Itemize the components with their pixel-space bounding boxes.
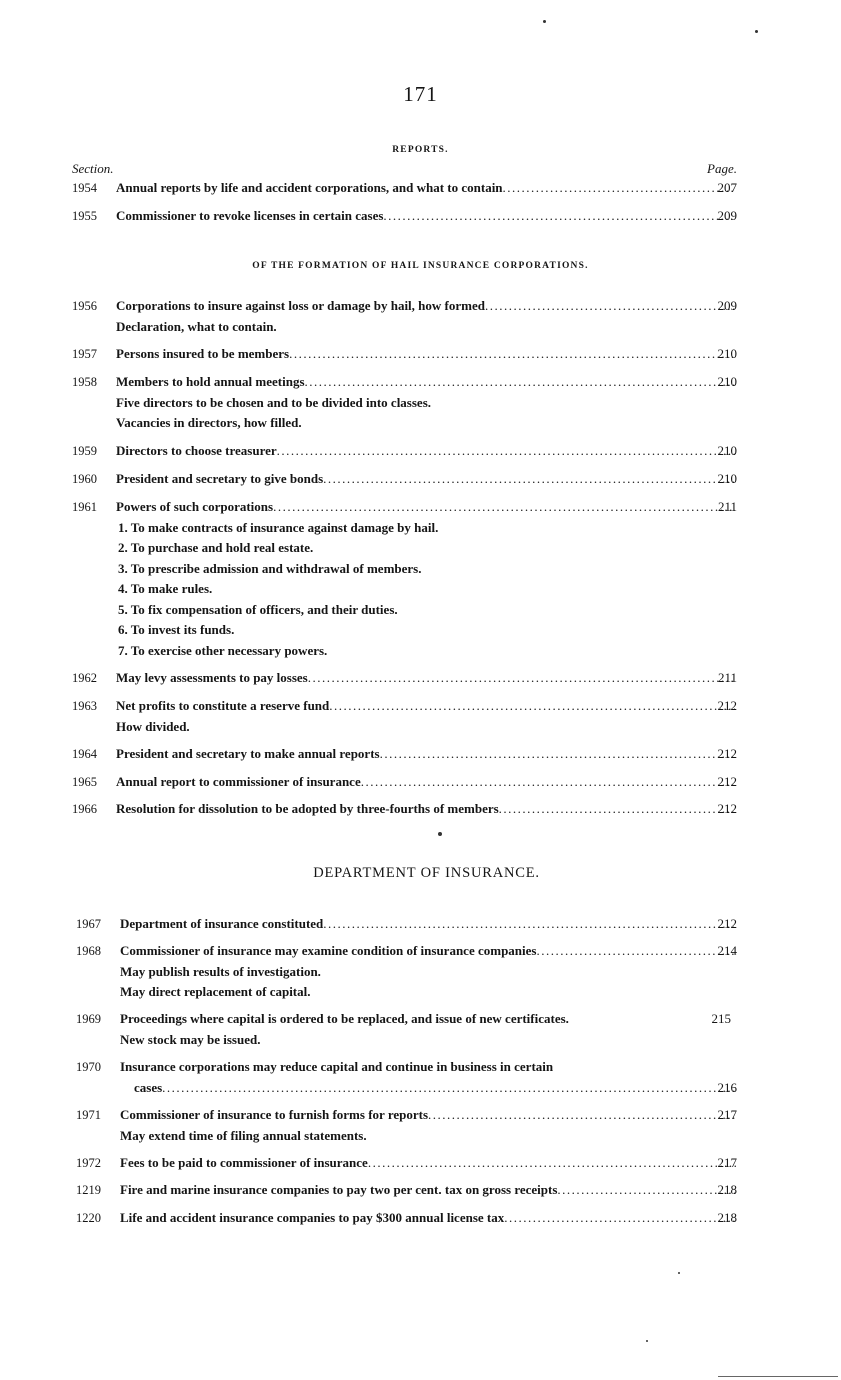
scan-speck: [755, 30, 758, 33]
toc-entry: [0, 296, 841, 337]
page-ref: 210: [717, 443, 737, 458]
section-number: 1970: [76, 1060, 101, 1074]
scan-speck: [678, 1272, 680, 1274]
section-number: 1219: [76, 1183, 101, 1197]
sub-entry: How divided.: [116, 718, 190, 734]
section-number: 1962: [72, 671, 97, 685]
toc-entry: [0, 1180, 841, 1201]
entry-text: Annual reports by life and accident corporations, and what to contain: [116, 180, 503, 195]
entry-text: Insurance corporations may reduce capital and continue in business in certain: [120, 1059, 554, 1074]
page-ref: 212: [717, 698, 737, 713]
section-number: 1958: [72, 375, 97, 389]
toc-entry: [0, 372, 841, 434]
entry-text: Fire and marine insurance companies to pay two per cent. tax on gross receipts: [120, 1182, 558, 1197]
section-number: 1956: [72, 299, 97, 313]
toc-entry: [0, 696, 841, 737]
section-number: 1964: [72, 747, 97, 761]
entry-text: Directors to choose treasurer: [116, 443, 277, 458]
page-ref: 215: [711, 1011, 731, 1026]
section-number: 1963: [72, 699, 97, 713]
page-ref: 210: [717, 471, 737, 486]
entry-text: Members to hold annual meetings: [116, 374, 305, 389]
toc-entry: [0, 1105, 841, 1146]
toc-entry: [0, 206, 841, 227]
page-ref: 218: [717, 1210, 737, 1225]
sub-entry: Declaration, what to contain.: [116, 318, 277, 334]
scan-speck: [646, 1340, 648, 1342]
toc-entry: [0, 799, 841, 820]
section-number: 1965: [72, 775, 97, 789]
power-item: 5. To fix compensation of officers, and their duties.: [118, 601, 398, 617]
section-heading-hail: OF THE FORMATION OF HAIL INSURANCE CORPORATIONS.: [252, 261, 589, 271]
section-number: 1961: [72, 500, 97, 514]
page-ref: 212: [717, 774, 737, 789]
toc-entry: [0, 178, 841, 199]
entry-text: Corporations to insure against loss or damage by hail, how formed: [116, 298, 485, 313]
section-number: 1972: [76, 1156, 101, 1170]
toc-entry: [0, 941, 841, 1003]
sub-entry: Vacancies in directors, how filled.: [116, 415, 302, 430]
column-header-section: Section.: [72, 161, 114, 176]
entry-text: Commissioner to revoke licenses in certain cases: [116, 208, 384, 223]
section-number: 1954: [72, 181, 97, 195]
entry-text: Annual report to commissioner of insurance: [116, 774, 361, 789]
page-ref: 209: [717, 298, 737, 313]
section-number: 1968: [76, 944, 101, 958]
sub-entry: May direct replacement of capital.: [120, 984, 311, 999]
toc-entry: [0, 914, 841, 935]
column-header-page: Page.: [707, 161, 737, 176]
toc-entry: [0, 441, 841, 462]
entry-text: Proceedings where capital is ordered to be replaced, and issue of new certificates.: [120, 1011, 569, 1026]
power-item: 4. To make rules.: [118, 581, 213, 596]
entry-text: Powers of such corporations: [116, 499, 274, 514]
toc-entry: [0, 744, 841, 765]
toc-entry: [0, 1208, 841, 1229]
toc-entry: [0, 668, 841, 689]
page-ref: 211: [717, 499, 737, 514]
page-ref: 211: [717, 670, 737, 685]
scan-speck: [543, 20, 546, 23]
page-ref: 217: [717, 1155, 737, 1170]
sub-entry: Five directors to be chosen and to be divided into classes.: [116, 394, 432, 410]
entry-text: President and secretary to give bonds: [116, 471, 324, 486]
scan-speck: [438, 832, 442, 836]
power-item: 6. To invest its funds.: [118, 622, 235, 637]
section-number: 1966: [72, 802, 97, 816]
entry-text: Department of insurance constituted: [120, 916, 324, 931]
page-ref: 209: [717, 208, 737, 223]
toc-entry: [0, 1153, 841, 1174]
entry-text: President and secretary to make annual reports: [116, 746, 380, 761]
toc-entry: [0, 344, 841, 365]
toc-entry: [0, 1009, 841, 1050]
toc-entry: [0, 1057, 841, 1098]
sub-entry: May extend time of filing annual statements.: [120, 1127, 367, 1143]
page-ref: 210: [717, 374, 737, 389]
toc-entry: [0, 772, 841, 793]
entry-text: Persons insured to be members: [116, 346, 290, 361]
entry-text: Commissioner of insurance to furnish forms for reports: [120, 1107, 429, 1122]
sub-entry: New stock may be issued.: [120, 1031, 261, 1047]
page-ref: 214: [717, 943, 737, 958]
page-ref: 207: [717, 180, 737, 195]
entry-text: Net profits to constitute a reserve fund: [116, 698, 330, 713]
section-number: 1969: [76, 1012, 101, 1026]
section-number: 1220: [76, 1211, 101, 1225]
section-number: 1971: [76, 1108, 101, 1122]
toc-entry: [0, 497, 841, 661]
page-ref: 212: [717, 746, 737, 761]
section-number: 1959: [72, 444, 97, 458]
section-number: 1960: [72, 472, 97, 486]
page-ref: 210: [717, 346, 737, 361]
section-heading-department: DEPARTMENT OF INSURANCE.: [313, 865, 540, 881]
page-ref: 212: [717, 916, 737, 931]
power-item: 1. To make contracts of insurance against damage by hail.: [118, 519, 439, 535]
section-heading-reports: REPORTS.: [392, 145, 449, 155]
section-number: 1967: [76, 917, 101, 931]
page-number: 171: [403, 82, 438, 106]
entry-continuation: cases: [134, 1079, 163, 1095]
entry-text: May levy assessments to pay losses: [116, 670, 308, 685]
section-number: 1955: [72, 209, 97, 223]
scan-edge-line: [718, 1376, 838, 1377]
page-ref: 217: [717, 1107, 737, 1122]
entry-text: Life and accident insurance companies to pay $300 annual license tax: [120, 1210, 505, 1225]
power-item: 7. To exercise other necessary powers.: [118, 642, 328, 658]
entry-text: Commissioner of insurance may examine condition of insurance companies: [120, 943, 537, 958]
power-item: 3. To prescribe admission and withdrawal of members.: [118, 560, 422, 576]
page-ref: 212: [717, 801, 737, 816]
sub-entry: May publish results of investigation.: [120, 963, 321, 979]
toc-entry: [0, 469, 841, 490]
section-number: 1957: [72, 347, 97, 361]
page-ref: 218: [717, 1182, 737, 1197]
entry-text: Fees to be paid to commissioner of insurance: [120, 1155, 368, 1170]
power-item: 2. To purchase and hold real estate.: [118, 540, 314, 555]
entry-text: Resolution for dissolution to be adopted by three-fourths of members: [116, 801, 499, 816]
page-ref: 216: [717, 1079, 737, 1095]
